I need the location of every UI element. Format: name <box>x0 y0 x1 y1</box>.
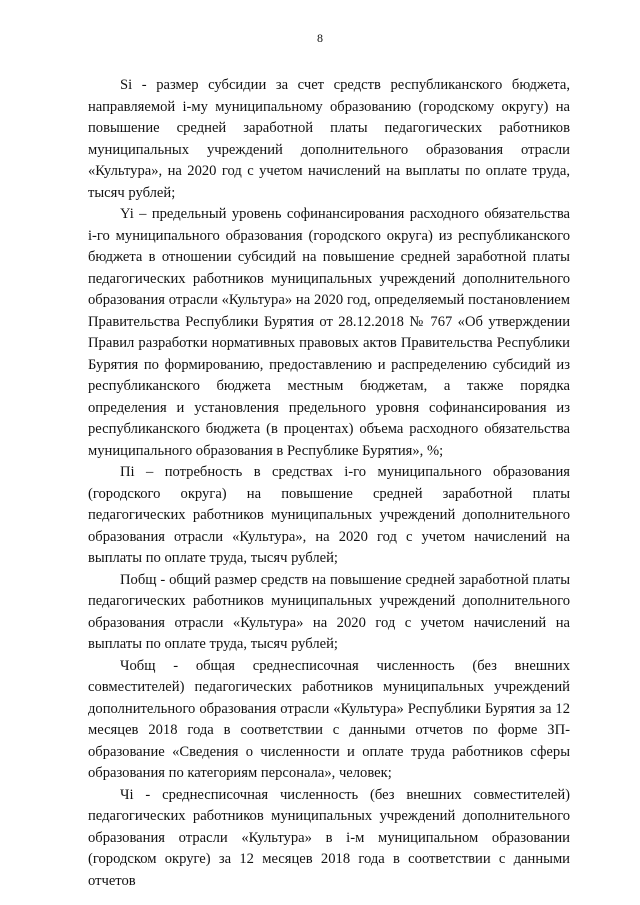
page-number: 8 <box>317 31 323 45</box>
paragraph-pi-definition: Пi – потребность в средствах i-го муниципального образования (городского округа) на повышение средней заработной платы педагогических работников муниципальных учреждений дополнительного образования отрасли «Культура», на 2020 год с учетом начислений на выплаты по оплате труда, тысяч рублей; <box>88 464 570 566</box>
document-body <box>88 75 570 892</box>
paragraph-chobsch-definition: Чобщ - общая среднесписочная численность (без внешних совместителей) педагогических работников муниципальных учреждений дополнительного образования отрасли «Культура» Республики Бурятия за 12 месяцев 2018 года в соответствии с данными отчетов по форме ЗП-образование «Сведения о численности и оплате труда работников сферы образования по категориям персонала», человек; <box>88 657 570 781</box>
paragraph-pobsch-definition: Побщ - общий размер средств на повышение средней заработной платы педагогических работников муниципальных учреждений дополнительного образования отрасли «Культура» на 2020 год с учетом начислений на выплаты по оплате труда, тысяч рублей; <box>88 571 570 652</box>
paragraph-yi-definition: Yi – предельный уровень софинансирования расходного обязательства i-го муниципального образования (городского округа) из республиканского бюджета в отношении субсидий на повышение средней заработной платы педагогических работников муниципальных учреждений дополнительного образования отрасли «Культура» на 2020 год, определяемый постановлением Правительства Республики Бурятия от 28.12.2018 № 767 «Об утверждении Правил разработки нормативных правовых актов Правительства Республики Бурятия по формированию, предоставлению и распределению субсидий из республиканского бюджета местным бюджетам, а также порядка определения и установления предельного уровня софинансирования из республиканского бюджета (в процентах) объема расходного обязательства муниципального образования в Республике Бурятия», %; <box>88 206 570 459</box>
paragraph-si-definition: Si - размер субсидии за счет средств республиканского бюджета, направляемой i-му муниципальному образованию (городскому округу) на повышение средней заработной платы педагогических работников муниципальных учреждений дополнительного образования отрасли «Культура», на 2020 год с учетом начислений на выплаты по оплате труда, тысяч рублей; <box>88 77 570 201</box>
paragraph-chi-definition: Чi - среднесписочная численность (без внешних совместителей) педагогических работников муниципальных учреждений дополнительного образования отрасли «Культура» в i-м муниципальном образовании (городском округе) за 12 месяцев 2018 года в соответствии с данными отчетов <box>88 786 570 889</box>
